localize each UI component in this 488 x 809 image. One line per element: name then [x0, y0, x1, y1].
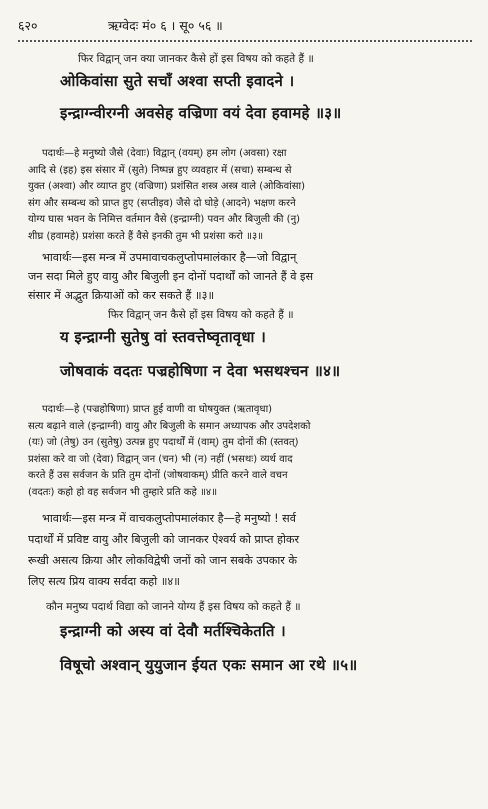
section-1-padartha-line-3: युक्त (अश्वा) और व्याप्त हुए (वज्रिणा) प्रशंसित शस्त्र अस्त्र वाले (ओकिवांसा): [28, 181, 306, 193]
section-2-intro: फिर विद्वान् जन कैसे हों इस विषय को कहते हैं ॥: [108, 309, 294, 321]
header-divider: [18, 40, 472, 42]
section-1-intro: फिर विद्वान् जन क्या जानकर कैसे हों इस विषय को कहते हैं ॥: [78, 53, 314, 65]
section-2-bhavartha-line-1: भावार्थः—इस मन्त्र में वाचकलुप्तोपमालंकार है—हे मनुष्यो ! सर्व: [42, 512, 296, 525]
section-1-padartha-line-5: योग्य घास भवन के निमित्त वर्तमान वैसे (इन्द्राग्नी) पवन और बिजुली की (नु): [28, 214, 301, 226]
page-header: [18, 14, 472, 36]
section-2-padartha: [28, 402, 468, 502]
section-3-mantra-line-2: विषूचो अश्वान् युयुजान ईयत एकः समान आ रथे ॥५॥: [60, 656, 358, 674]
section-1-mantra-line-2: इन्द्राग्न्वीरग्नी अवसेह वज्रिणा वयं देवा हवामहे ॥३॥: [60, 104, 342, 122]
section-1-padartha-line-4: संग और सम्बन्ध को प्राप्त हुए (सप्तीइव) जैसे दो घोड़े (आदने) भक्षण करने: [28, 197, 296, 209]
section-1-bhavartha-line-2: जन सदा मिले हुए वायु और बिजुली इन दोनों पदार्थों को जानते हैं वे इस: [28, 270, 314, 283]
section-1-bhavartha-line-3: संसार में अद्भुत क्रियाओं को कर सकते हैं ॥३॥: [28, 289, 215, 302]
section-1-bhavartha: [28, 248, 468, 305]
section-2-padartha-line-2: सत्य बढ़ाने वाले (इन्द्राग्नी) वायु और बिजुली के समान अध्यापक और उपदेशको: [28, 420, 311, 432]
section-2-bhavartha-line-4: लिए सत्य प्रिय वाक्य सर्वदा कहो ॥४॥: [28, 575, 180, 588]
section-2-mantra-line-2: जोषवाकं वदतः पज्रहोषिणा न देवा भसथश्चन ॥४॥: [60, 362, 341, 380]
section-2-bhavartha-line-2: पदार्थों में प्रविष्ट वायु और बिजुली को जानकर ऐश्वर्य को प्राप्त होकर: [28, 533, 300, 546]
section-1-padartha-line-2: आदि से (इह) इस संसार में (सुते) निष्पन्न हुए व्यवहार में (सचा) सम्बन्ध से: [28, 164, 292, 176]
running-head: ऋग्वेदः मं० ६ । सू० ५६ ॥: [108, 17, 223, 33]
section-2-padartha-line-1: पदार्थः—हे (पज्रहोषिणा) प्राप्त हुई वाणी वा घोषयुक्त (ऋतावृधा): [42, 404, 273, 415]
section-1-bhavartha-line-1: भावार्थः—इस मन्त्र में उपमावाचकलुप्तोपमालंकार है—जो विद्वान्: [42, 251, 297, 264]
section-2-mantra-line-1: य इन्द्राग्नी सुतेषु वां स्तवत्तेष्वृतावृधा ।: [60, 328, 266, 346]
section-1-padartha-line-6: शीघ्र (हवामहे) प्रशंसा करते हैं वैसे इनकी तुम भी प्रशंसा करो ॥३॥: [28, 230, 264, 242]
section-1-padartha: [28, 146, 468, 246]
page-number: ६२०: [18, 17, 38, 33]
section-2-bhavartha: [28, 508, 468, 592]
section-1-padartha-line-1: पदार्थः—हे मनुष्यो जैसे (देवाः) विद्वान् (वयम्) हम लोग (अवसा) रक्षा: [42, 148, 287, 159]
section-2-bhavartha-line-3: रूखी असत्य क्रिया और लोकविद्वेषी जनों को जान सबके उपकार के: [28, 554, 298, 567]
section-2-padartha-line-3: (यः) जो (तेषु) उन (सुतेषु) उत्पन्न हुए पदार्थों में (वाम्) तुम दोनों की (स्तवत्): [28, 437, 299, 449]
section-2-padartha-line-4: प्रशंसा करे वा जो (देवा) विद्वान् जन (चन) भी (न) नहीं (भसथः) व्यर्थ वाद: [28, 453, 293, 465]
section-1-mantra-line-1: ओकिवांसा सुते सचाँ अश्वा सप्ती इवादने ।: [60, 72, 295, 90]
section-2-padartha-line-6: (वदतः) कहो हो वह सर्वजन भी तुम्हारे प्रति कहे ॥४॥: [28, 486, 218, 498]
section-2-padartha-line-5: करते हैं उस सर्वजन के प्रति तुम दोनों (जोषवाकम्) प्रीति करने वाले वचन: [28, 470, 288, 482]
section-3-intro: कौन मनुष्य पदार्थ विद्या को जानने योग्य हैं इस विषय को कहते हैं ॥: [46, 601, 301, 613]
section-3-mantra-line-1: इन्द्राग्नी को अस्य वां देवौ मर्तश्चिकेतति ।: [60, 622, 286, 640]
